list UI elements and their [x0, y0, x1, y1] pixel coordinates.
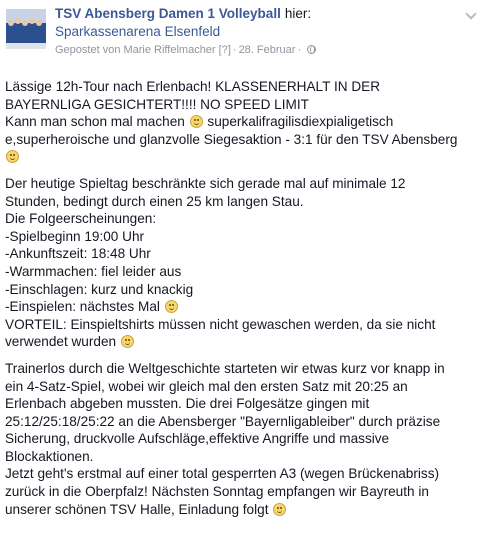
location-link[interactable]: Sparkassenarena Elsenfeld — [55, 24, 221, 39]
page-name[interactable]: TSV Abensberg Damen 1 Volleyball — [55, 6, 281, 21]
message-line: -Ankunftszeit: 18:48 Uhr — [5, 246, 151, 262]
message-line: e,superheroische und glanzvolle Siegesaktion - 3:1 für den TSV Abensberg — [5, 131, 458, 147]
message-line: Jetzt geht's erstmal auf einer total gesperrten A3 (wegen Brückenabriss) — [5, 466, 440, 482]
message-line — [5, 501, 483, 519]
smiley-icon — [121, 335, 134, 348]
message-line: Die Folgeerscheinungen: — [5, 211, 157, 227]
page-avatar[interactable] — [6, 9, 46, 49]
message-text: superkalifragilisdiexpialigetisch — [207, 114, 394, 130]
message-text: -Einspielen: nächstes Mal — [5, 299, 160, 315]
meta-separator-2: · — [297, 44, 302, 56]
message-line: -Einschlagen: kurz und knackig — [5, 281, 194, 297]
message-line: -Spielbeginn 19:00 Uhr — [5, 228, 145, 244]
smiley-icon — [190, 115, 203, 128]
message-line — [5, 333, 483, 351]
posted-by[interactable]: Gepostet von Marie Riffelmacher — [55, 44, 216, 56]
chevron-down-icon[interactable] — [465, 10, 477, 20]
location-prefix: hier: — [284, 6, 312, 21]
message-line: BAYERNLIGA GESICHTERT!!!! NO SPEED LIMIT — [5, 96, 309, 112]
globe-icon[interactable] — [307, 45, 316, 54]
smiley-icon — [6, 150, 19, 163]
message-text: verwendet wurden — [5, 334, 117, 350]
message-paragraph-2 — [5, 175, 483, 351]
message-line: zurück in die Oberpfalz! Nächsten Sonntag empfangen wir Bayreuth in — [5, 484, 429, 500]
post-date[interactable]: 28. Februar — [238, 44, 296, 56]
message-text: Kann man schon mal machen — [5, 114, 185, 130]
message-line: 25:12/25:18/25:22 an die Abensberger "Bayernligableiber" durch präzise — [5, 413, 441, 429]
smiley-icon — [165, 300, 178, 313]
post-meta — [55, 44, 316, 56]
message-line — [5, 148, 483, 166]
help-marker[interactable]: [?] — [218, 44, 231, 56]
message-line: Trainerlos durch die Weltgeschichte starteten wir etwas kurz vor knapp in — [5, 360, 445, 376]
post-header — [0, 0, 487, 64]
message-line — [5, 298, 483, 316]
message-paragraph-3 — [5, 360, 483, 518]
smiley-icon — [273, 503, 286, 516]
message-line — [5, 113, 483, 131]
message-line: Sicherung, druckvolle Aufschläge,effektive Angriffe und massive — [5, 431, 390, 447]
meta-separator: · — [232, 44, 237, 56]
message-line: Der heutige Spieltag beschränkte sich gerade mal auf minimale 12 — [5, 175, 406, 191]
message-line: Blockaktionen. — [5, 448, 94, 464]
message-paragraph-1 — [5, 78, 483, 166]
message-line: Stunden, bedingt durch einen 25 km langen Stau. — [5, 193, 304, 209]
message-text: unserer schönen TSV Halle, Einladung folgt — [5, 501, 269, 517]
team-photo-icon — [6, 9, 46, 49]
message-line: VORTEIL: Einspieltshirts müssen nicht gewaschen werden, da sie nicht — [5, 316, 436, 332]
page-name-link[interactable] — [55, 6, 311, 21]
message-line: ein 4-Satz-Spiel, wobei wir gleich mal den ersten Satz mit 20:25 an — [5, 378, 408, 394]
message-line: Erlenbach abgeben mussten. Die drei Folgesätze gingen mit — [5, 396, 370, 412]
post-message — [5, 78, 483, 527]
message-line: Lässige 12h-Tour nach Erlenbach! KLASSENERHALT IN DER — [5, 79, 381, 94]
message-line: -Warmmachen: fiel leider aus — [5, 263, 182, 279]
